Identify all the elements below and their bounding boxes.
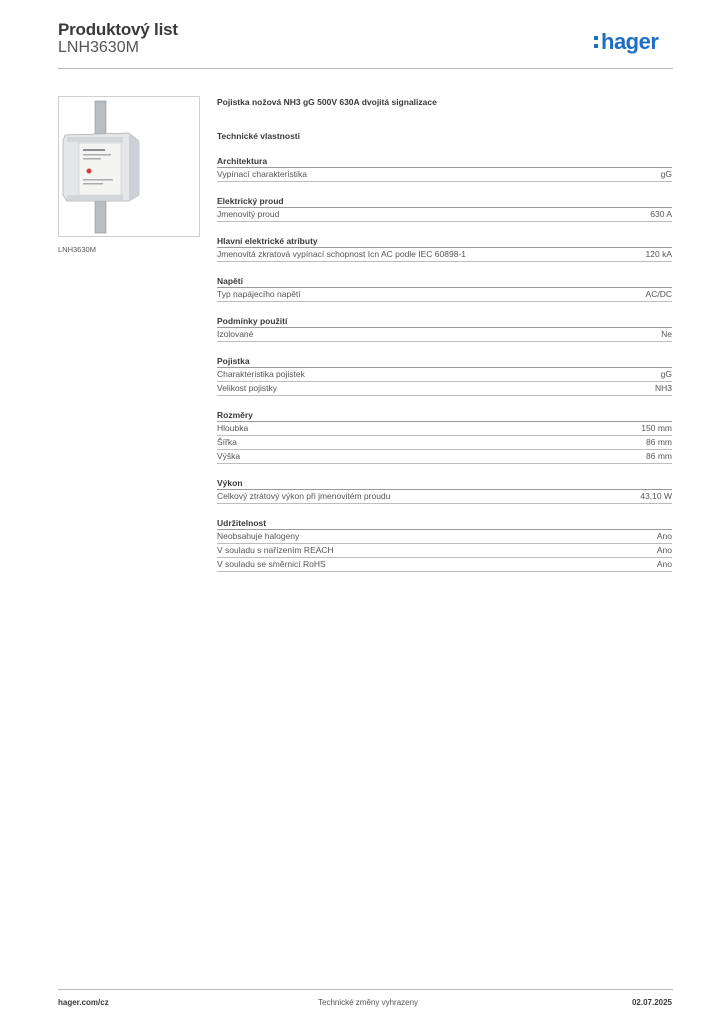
spec-row (217, 368, 672, 382)
spec-value: 43,10 W (640, 491, 672, 501)
image-caption: LNH3630M (58, 245, 96, 254)
product-code: LNH3630M (58, 39, 139, 56)
spec-group (217, 355, 672, 396)
spec-value: Ano (656, 531, 672, 541)
spec-label: Typ napájecího napětí (217, 289, 301, 299)
spec-value: 150 mm (641, 423, 672, 433)
spec-row (217, 436, 672, 450)
spec-row (217, 544, 672, 558)
section-title: Technické vlastnosti (217, 131, 300, 141)
spec-group (217, 155, 672, 182)
spec-row (217, 248, 672, 262)
spec-label: Celkový ztrátový výkon při jmenovitém proudu (217, 491, 391, 501)
header-divider (58, 68, 673, 69)
spec-label: Hloubka (217, 423, 249, 433)
spec-value: AC/DC (645, 289, 672, 299)
spec-value: 630 A (650, 209, 672, 219)
spec-label: Izolované (217, 329, 254, 339)
footer-date: 02.07.2025 (631, 998, 672, 1007)
spec-row (217, 422, 672, 436)
spec-group (217, 409, 672, 464)
spec-value: Ano (656, 559, 672, 569)
spec-value: 120 kA (645, 249, 672, 259)
spec-group (217, 195, 672, 222)
spec-group-title: Hlavní elektrické atributy (217, 235, 672, 248)
spec-value: gG (660, 369, 672, 379)
spec-row (217, 450, 672, 464)
spec-group-title: Rozměry (217, 409, 672, 422)
footer-divider (58, 989, 673, 990)
spec-row (217, 490, 672, 504)
spec-label: Neobsahuje halogeny (217, 531, 300, 541)
product-description: Pojistka nožová NH3 gG 500V 630A dvojitá signalizace (217, 97, 437, 107)
spec-group-title: Podmínky použití (217, 315, 672, 328)
spec-group-title: Elektrický proud (217, 195, 672, 208)
spec-group-title: Pojistka (217, 355, 672, 368)
spec-label: Výška (217, 451, 241, 461)
spec-group (217, 315, 672, 342)
spec-group-title: Napětí (217, 275, 672, 288)
spec-group (217, 517, 672, 572)
spec-value: gG (660, 169, 672, 179)
spec-label: V souladu s nařízením REACH (217, 545, 334, 555)
spec-row (217, 328, 672, 342)
product-image (58, 96, 200, 237)
spec-group-title: Architektura (217, 155, 672, 168)
spec-content (217, 96, 672, 572)
spec-label: Charakteristika pojistek (217, 369, 305, 379)
spec-group (217, 235, 672, 262)
document-title: Produktový list (58, 20, 178, 39)
spec-row (217, 382, 672, 396)
spec-label: Vypínací charakteristika (217, 169, 307, 179)
spec-row (217, 168, 672, 182)
spec-groups (217, 155, 672, 572)
spec-group (217, 275, 672, 302)
spec-group (217, 477, 672, 504)
fuse-icon (59, 97, 199, 236)
footer-website[interactable]: hager.com/cz (58, 998, 109, 1007)
spec-value: Ano (656, 545, 672, 555)
spec-row (217, 288, 672, 302)
spec-value: 86 mm (646, 437, 672, 447)
spec-value: Ne (661, 329, 672, 339)
spec-value: NH3 (654, 383, 672, 393)
spec-row (217, 208, 672, 222)
spec-label: Jmenovitá zkratová vypínací schopnost Icn AC podle IEC 60898-1 (217, 249, 466, 259)
spec-value: 86 mm (646, 451, 672, 461)
spec-row (217, 530, 672, 544)
spec-row (217, 558, 672, 572)
svg-text:hager: hager (601, 29, 659, 54)
spec-label: Velikost pojistky (217, 383, 277, 393)
hager-logo (593, 27, 675, 57)
spec-label: Jmenovitý proud (217, 209, 280, 219)
spec-group-title: Udržitelnost (217, 517, 672, 530)
spec-label: V souladu se směrnicí RoHS (217, 559, 326, 569)
footer-note: Technické změny vyhrazeny (318, 998, 419, 1007)
spec-group-title: Výkon (217, 477, 672, 490)
spec-label: Šířka (217, 437, 237, 447)
